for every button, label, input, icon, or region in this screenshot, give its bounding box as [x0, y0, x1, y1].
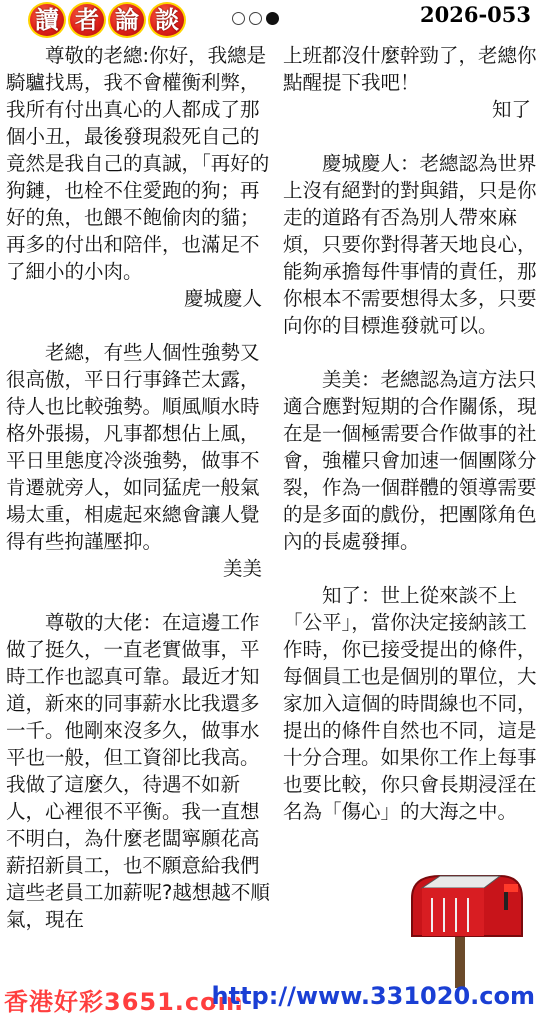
decorative-dots	[232, 12, 279, 25]
watermark-right: http://www.331020.com	[211, 982, 535, 1010]
page-footer	[0, 982, 545, 1017]
dot-filled-icon	[266, 12, 279, 25]
title-char-2: 者	[68, 2, 106, 38]
issue-number: 2026-053	[420, 2, 531, 27]
author-signature: 美美	[222, 557, 262, 580]
reply-paragraph: 美美：老總認為這方法只適合應對短期的合作關係，現在是一個極需要合作做事的社會，強權只會加速一個團隊分裂，作為一個群體的領導需要的是多面的戲份，把團隊角色內的長處發揮。	[283, 368, 537, 553]
paragraph-spacer	[283, 555, 539, 582]
mailbox-icon	[392, 858, 532, 988]
paragraph-spacer	[6, 312, 270, 339]
left-column	[6, 42, 270, 933]
title-char-4: 談	[148, 2, 186, 38]
paragraph-spacer	[283, 123, 539, 150]
dot-empty-icon	[232, 12, 245, 25]
title-char-3: 論	[108, 2, 146, 38]
dot-empty-icon	[249, 12, 262, 25]
watermark-left: 香港好彩3651.com	[4, 988, 244, 1016]
letter-paragraph: 老總，有些人個性強勢又很高傲，平日行事鋒芒太露，待人也比較強勢。順風順水時格外張揚，凡事都想佔上風，平日里態度冷淡強勢，做事不肯遷就旁人，如同猛虎一般氣場太重，相處起來總會讓人覺得有些拘謹壓抑。	[6, 341, 260, 553]
paragraph-spacer	[283, 339, 539, 366]
right-column	[283, 42, 539, 825]
letter-paragraph: 尊敬的大佬：在這邊工作做了挺久，一直老實做事，平時工作也認真可靠。最近才知道，新來的同事薪水比我還多一千。他剛來沒多久，做事水平也一般，但工資卻比我高。我做了這麼久，待遇不如新人，心裡很不平衡。我一直想不明白，為什麼老闆寧願花高薪招新員工，也不願意給我們這些老員工加薪呢?越想越不順氣，現在	[6, 611, 270, 931]
reply-paragraph: 上班都沒什麼幹勁了，老總你點醒提下我吧！	[283, 44, 537, 94]
column-title	[28, 2, 186, 38]
page-header	[0, 0, 545, 40]
reply-paragraph: 知了：世上從來談不上「公平」，當你決定接納該工作時，你已接受提出的條件，每個員工也是個別的單位，大家加入這個的時間線也不同，提出的條件自然也不同，這是十分合理。如果你工作上每事也要比較，你只會長期浸淫在名為「傷心」的大海之中。	[283, 584, 537, 823]
author-signature: 知了	[491, 98, 531, 121]
letter-paragraph: 尊敬的老總:你好，我總是騎驢找馬，我不會權衡利弊，我所有付出真心的人都成了那個小丑，最後發現殺死自己的竟然是我自己的真誠，「再好的狗鏈，也栓不住愛跑的狗；再好的魚，也餵不飽偷肉的貓；再多的付出和陪伴，也滿足不了細小的小肉。	[6, 44, 270, 283]
title-char-1: 讀	[28, 2, 66, 38]
reply-paragraph: 慶城慶人：老總認為世界上沒有絕對的對與錯，只是你走的道路有否為別人帶來麻煩，只要你對得著天地良心，能夠承擔每件事情的責任，那你根本不需要想得太多，只要向你的目標進發就可以。	[283, 152, 537, 337]
paragraph-spacer	[6, 582, 270, 609]
author-signature: 慶城慶人	[183, 287, 262, 310]
